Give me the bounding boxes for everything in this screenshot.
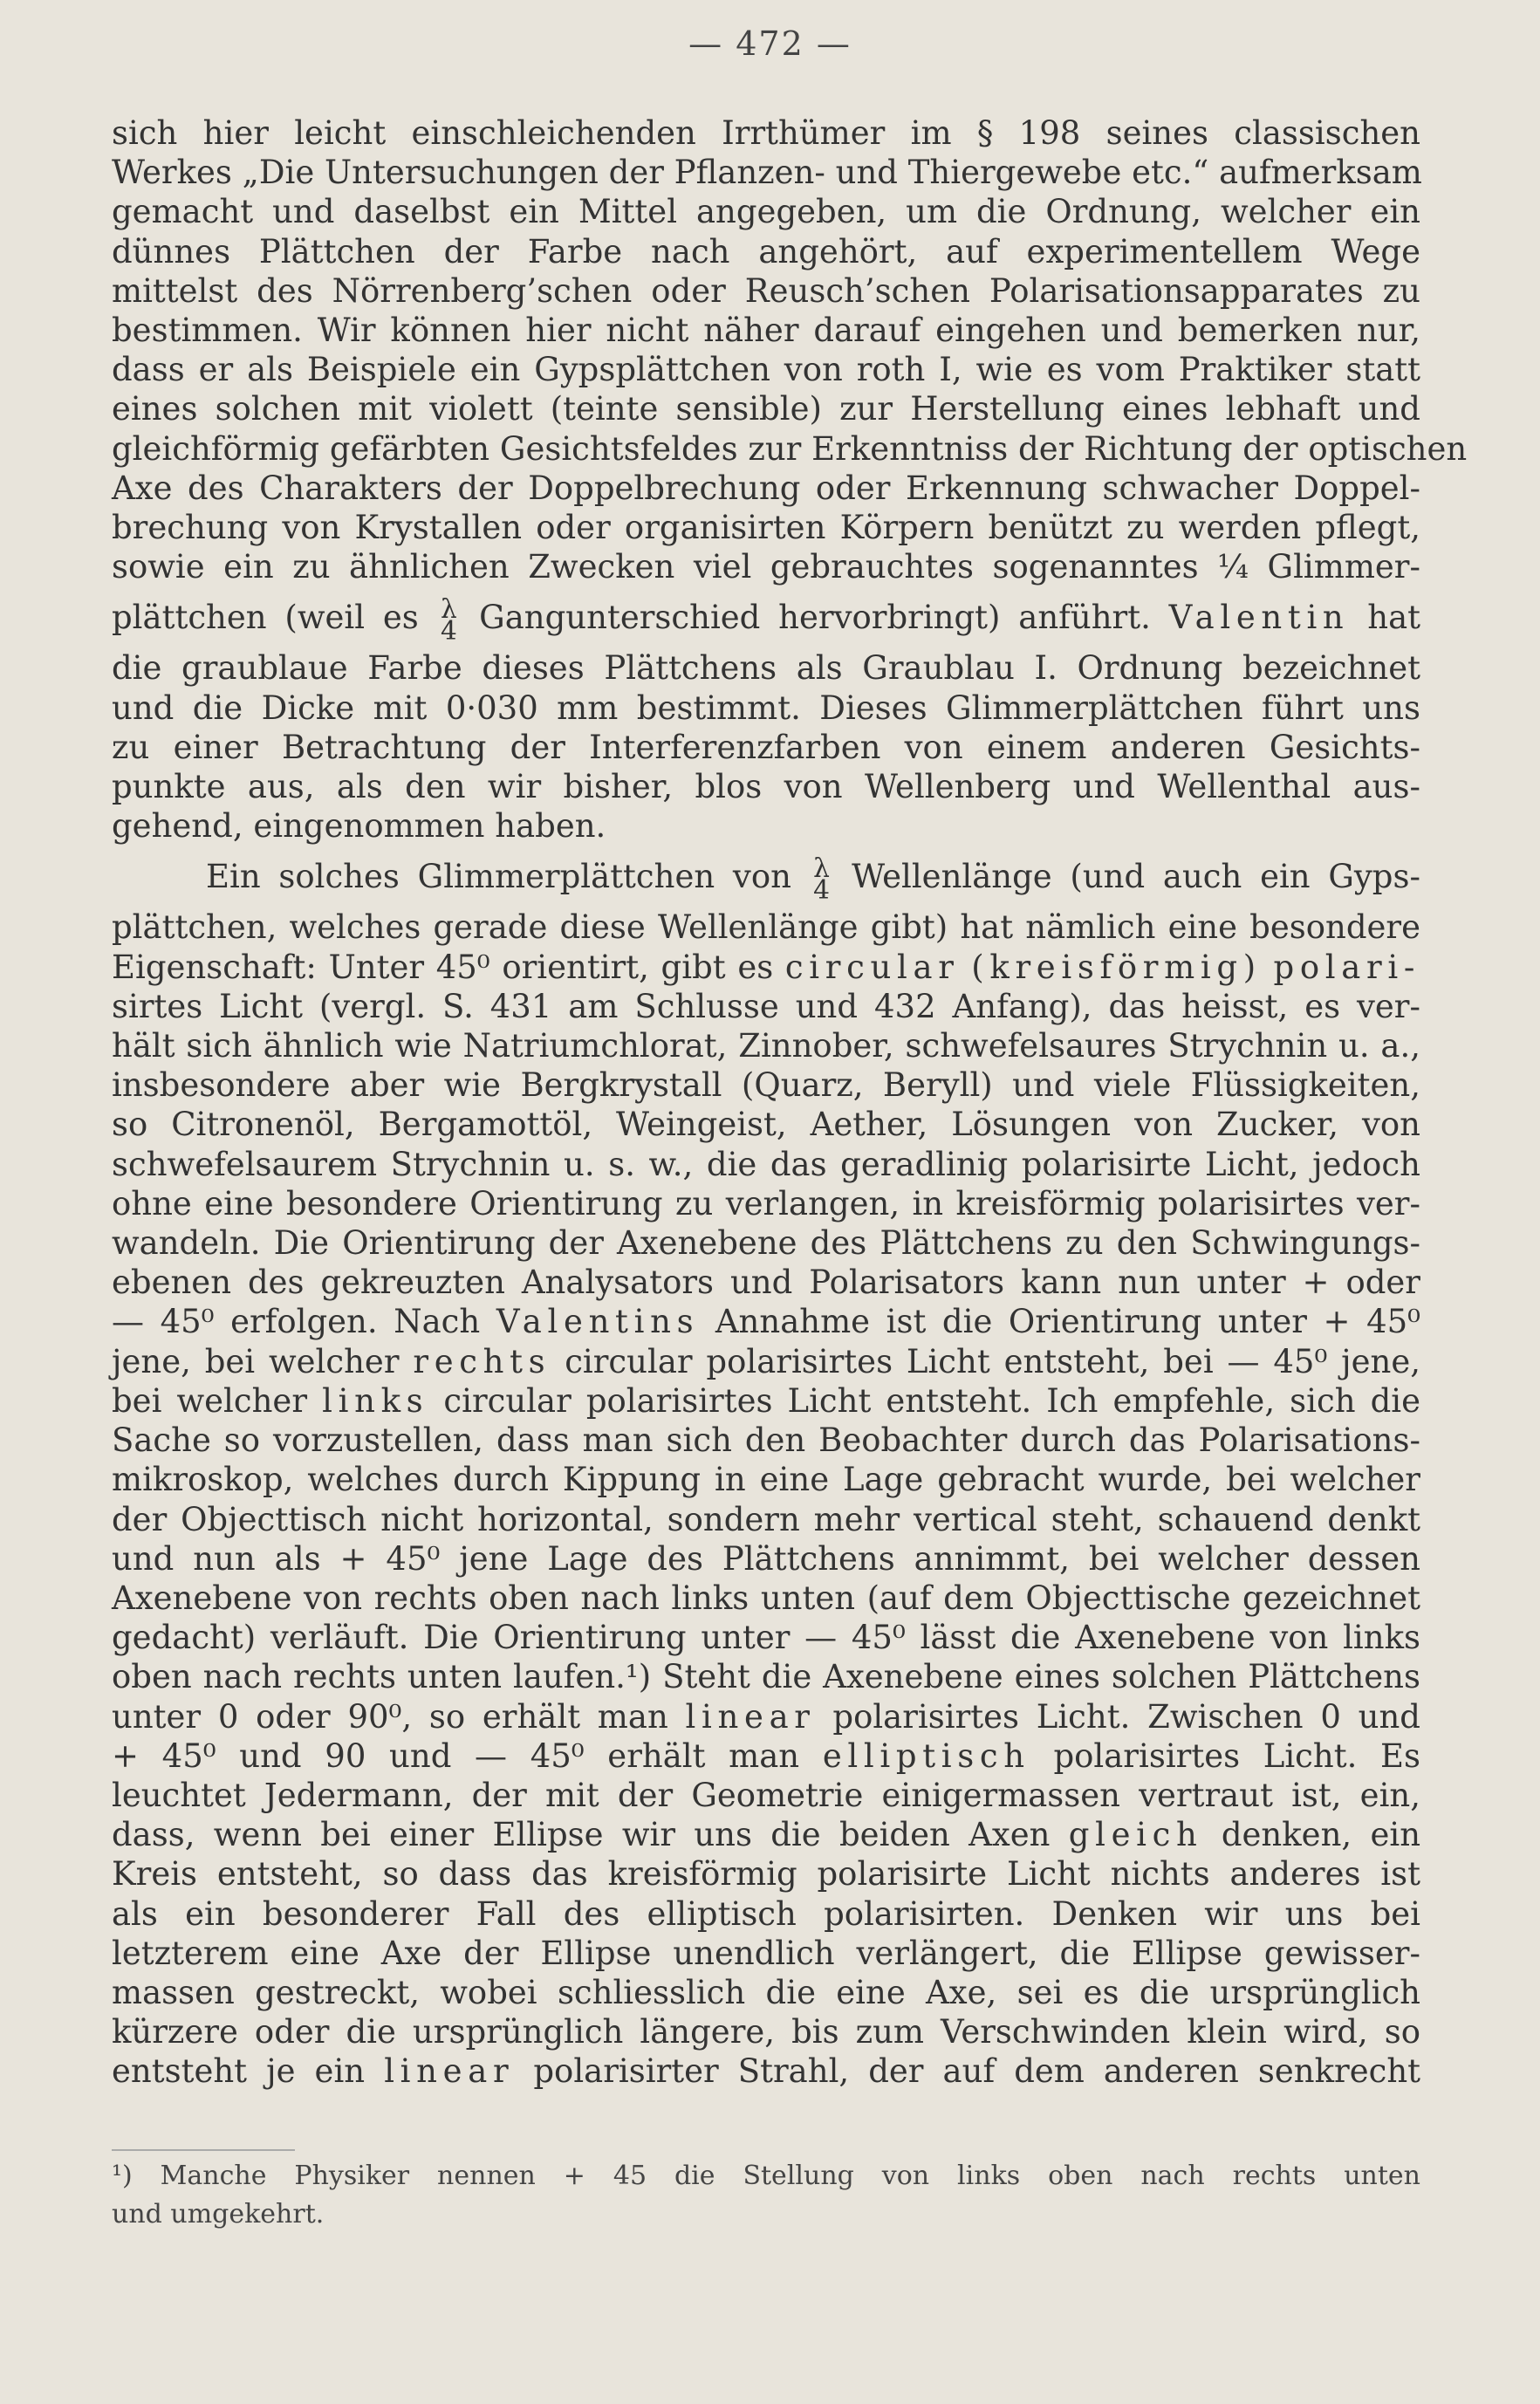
spaced-word: circular	[784, 948, 960, 986]
text-line: dünnes Plättchen der Farbe nach angehört, auf experimentellem Wege	[112, 232, 1420, 271]
text-line: plättchen, welches gerade diese Wellenlänge gibt) hat nämlich eine besondere	[112, 908, 1420, 947]
text-line: massen gestreckt, wobei schliesslich die eine Axe, sei es die ursprünglich	[112, 1973, 1420, 2011]
text-line: eines solchen mit violett (teinte sensible) zur Herstellung eines lebhaft und	[112, 390, 1420, 428]
text-line: + 45⁰ und 90 und — 45⁰ erhält man elliptisch polarisirtes Licht. Es	[112, 1736, 1421, 1775]
text-line: leuchtet Jedermann, der mit der Geometrie einigermassen vertraut ist, ein,	[112, 1776, 1420, 1814]
text-line: der Objecttisch nicht horizontal, sondern mehr vertical steht, schauend denkt	[112, 1500, 1420, 1538]
text-line: kürzere oder die ursprünglich längere, bis zum Verschwinden klein wird, so	[112, 2013, 1420, 2051]
body-text	[112, 113, 1468, 2092]
paragraph-1	[112, 113, 1468, 846]
text-line: so Citronenöl, Bergamottöl, Weingeist, Aether, Lösungen von Zucker, von	[112, 1106, 1420, 1144]
text-line: unter 0 oder 90⁰, so erhält man linear polarisirtes Licht. Zwischen 0 und	[112, 1697, 1420, 1736]
fraction-lambda-quarter: λ 4	[441, 593, 457, 646]
text-line: als ein besonderer Fall des elliptisch polarisirten. Denken wir uns bei	[112, 1894, 1420, 1933]
text-line: mittelst des Nörrenberg’schen oder Reusch’schen Polarisationsapparates zu	[112, 271, 1420, 310]
text-line: Sache so vorzustellen, dass man sich den Beobachter durch das Polarisations-	[112, 1421, 1420, 1460]
text-line: insbesondere aber wie Bergkrystall (Quarz, Beryll) und viele Flüssigkeiten,	[112, 1066, 1420, 1105]
text-line: Axenebene von rechts oben nach links unten (auf dem Objecttische gezeichnet	[112, 1579, 1420, 1617]
spaced-name: Valentin	[1168, 599, 1350, 637]
spaced-name: Valentins	[496, 1303, 700, 1341]
text-line: gedacht) verläuft. Die Orientirung unter — 45⁰ lässt die Axenebene von links	[112, 1619, 1420, 1657]
text-line: ebenen des gekreuzten Analysators und Polarisators kann nun unter + oder	[112, 1264, 1420, 1302]
text-line: oben nach rechts unten laufen.¹) Steht die Axenebene eines solchen Plättchens	[112, 1658, 1420, 1696]
text-line: entsteht je ein linear polarisirter Strahl, der auf dem anderen senkrecht	[112, 2052, 1421, 2091]
spaced-word: rechts	[413, 1342, 551, 1380]
text-line: schwefelsaurem Strychnin u. s. w., die das geradlinig polarisirte Licht, jedoch	[112, 1145, 1420, 1183]
text-line: sowie ein zu ähnlichen Zwecken viel gebrauchtes sogenanntes ¼ Glimmer-	[112, 548, 1420, 586]
text-line: Werkes „Die Untersuchungen der Pflanzen- und Thiergewebe etc.“ aufmerksam	[112, 154, 1422, 192]
text-line: dass, wenn bei einer Ellipse wir uns die beiden Axen gleich denken, ein	[112, 1816, 1421, 1854]
footnote-separator	[112, 2149, 295, 2151]
text-line-fraction: Ein solches Glimmerplättchen von λ 4 Wellenlänge (und auch ein Gyps-	[206, 853, 1420, 905]
text-line: Kreis entsteht, so dass das kreisförmig polarisirte Licht nichts anderes ist	[112, 1855, 1420, 1894]
text-line: ohne eine besondere Orientirung zu verlangen, in kreisförmig polarisirtes ver-	[112, 1184, 1420, 1223]
footnote-line: ¹) Manche Physiker nennen + 45 die Stellung von links oben nach rechts unten	[112, 2161, 1420, 2191]
text-line: zu einer Betrachtung der Interferenzfarben von einem anderen Gesichts-	[112, 728, 1420, 766]
text-line: letzterem eine Axe der Ellipse unendlich verlängert, die Ellipse gewisser-	[112, 1934, 1420, 1972]
text-line: bei welcher links circular polarisirtes Licht entsteht. Ich empfehle, sich die	[112, 1381, 1421, 1420]
spaced-word: elliptisch	[822, 1736, 1030, 1775]
text-line: sirtes Licht (vergl. S. 431 am Schlusse und 432 Anfang), das heisst, es ver-	[112, 987, 1420, 1025]
paragraph-2	[112, 846, 1420, 2091]
text-line: gleichförmig gefärbten Gesichtsfeldes zur Erkenntniss der Richtung der optischen	[112, 429, 1468, 468]
text-line: und die Dicke mit 0·030 mm bestimmt. Dieses Glimmerplättchen führt uns	[112, 688, 1420, 727]
text-line: punkte aus, als den wir bisher, blos von Wellenberg und Wellenthal aus-	[112, 768, 1420, 806]
text-line: gemacht und daselbst ein Mittel angegeben, um die Ordnung, welcher ein	[112, 193, 1420, 231]
spaced-word: links	[322, 1381, 429, 1420]
text-line: und nun als + 45⁰ jene Lage des Plättchens annimmt, bei welcher dessen	[112, 1539, 1420, 1578]
text-line: Eigenschaft: Unter 45⁰ orientirt, gibt es circular (kreisförmig) polari-	[112, 948, 1421, 986]
text-line-fraction: plättchen (weil es λ 4 Gangunterschied hervorbringt) anführt. Valentin hat	[112, 593, 1421, 646]
text-line: hält sich ähnlich wie Natriumchlorat, Zinnober, schwefelsaures Strychnin u. a.,	[112, 1027, 1420, 1065]
text-line: sich hier leicht einschleichenden Irrthümer im § 198 seines classischen	[112, 114, 1420, 152]
text-line: gehend, eingenommen haben.	[112, 807, 606, 846]
fraction-lambda-quarter: λ 4	[813, 853, 830, 905]
text-line: mikroskop, welches durch Kippung in eine Lage gebracht wurde, bei welcher	[112, 1461, 1420, 1499]
page-number: — 472 —	[688, 24, 852, 63]
text-line: die graublaue Farbe dieses Plättchens als Graublau I. Ordnung bezeichnet	[112, 649, 1420, 688]
text-line: jene, bei welcher rechts circular polarisirtes Licht entsteht, bei — 45⁰ jene,	[112, 1342, 1420, 1380]
footnote-line: und umgekehrt.	[112, 2199, 325, 2229]
footnote	[112, 2157, 1420, 2234]
spaced-word: linear	[384, 2052, 515, 2091]
text-line: — 45⁰ erfolgen. Nach Valentins Annahme ist die Orientirung unter + 45⁰	[112, 1303, 1421, 1341]
text-line: dass er als Beispiele ein Gypsplättchen von roth I, wie es vom Praktiker statt	[112, 351, 1420, 389]
spaced-word: gleich	[1068, 1816, 1203, 1854]
text-line: brechung von Krystallen oder organisirten Körpern benützt zu werden pflegt,	[112, 509, 1420, 547]
spaced-word: linear	[685, 1697, 816, 1736]
text-line: bestimmen. Wir können hier nicht näher darauf eingehen und bemerken nur,	[112, 312, 1420, 350]
text-line: Axe des Charakters der Doppelbrechung oder Erkennung schwacher Doppel-	[112, 469, 1420, 507]
text-line: wandeln. Die Orientirung der Axenebene des Plättchens zu den Schwingungs-	[112, 1224, 1420, 1263]
